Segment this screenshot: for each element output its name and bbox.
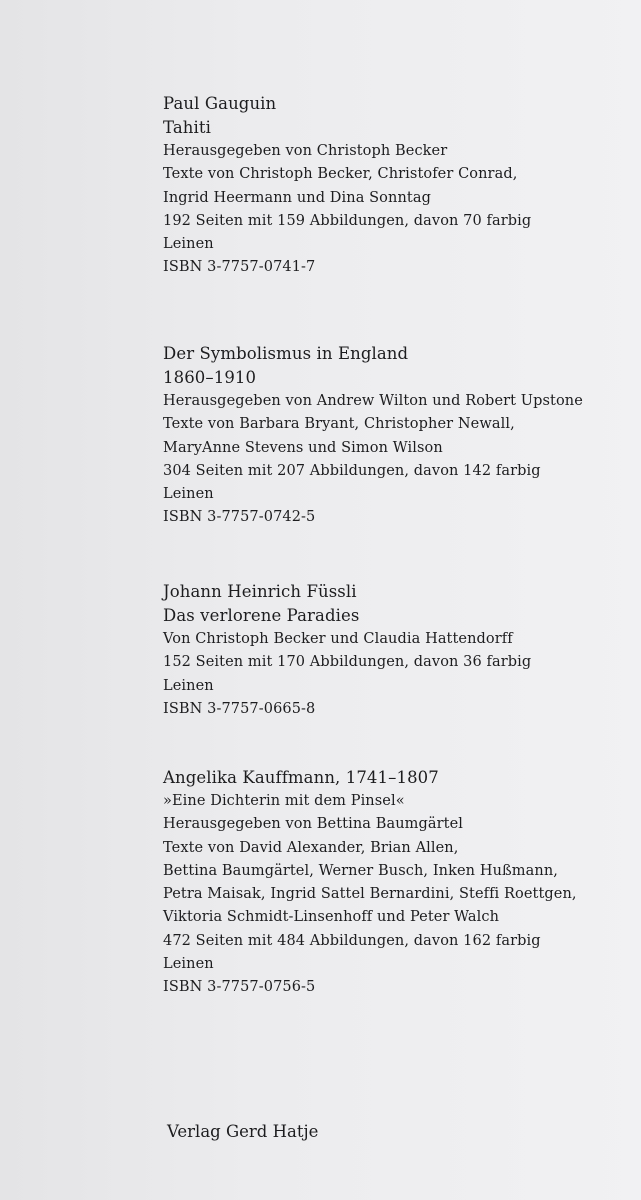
publisher-name: Verlag Gerd Hatje <box>167 1122 319 1141</box>
entry-authors-cont: Petra Maisak, Ingrid Sattel Bernardini, Steffi Roettgen, <box>163 886 577 903</box>
entry-authors-cont: Bettina Baumgärtel, Werner Busch, Inken Hußmann, <box>163 862 558 879</box>
entry-authors-cont: MaryAnne Stevens und Simon Wilson <box>163 439 443 456</box>
entry-authors: Von Christoph Becker und Claudia Hattendorff <box>163 631 513 647</box>
entry-binding: Leinen <box>163 677 214 694</box>
entry-pages: 472 Seiten mit 484 Abbildungen, davon 162 farbig <box>163 932 541 949</box>
entry-isbn: ISBN 3-7757-0741-7 <box>163 259 316 276</box>
catalog-entry <box>163 92 531 280</box>
catalog-entry <box>163 342 583 530</box>
entry-authors: Texte von Barbara Bryant, Christopher Newall, <box>163 416 515 433</box>
entry-editor: Herausgegeben von Bettina Baumgärtel <box>163 816 464 833</box>
entry-pages: 152 Seiten mit 170 Abbildungen, davon 36 farbig <box>163 654 532 671</box>
entry-isbn: ISBN 3-7757-0756-5 <box>163 979 316 996</box>
entry-authors: Texte von David Alexander, Brian Allen, <box>163 839 459 856</box>
entry-binding: Leinen <box>163 486 214 503</box>
entry-isbn: ISBN 3-7757-0665-8 <box>163 700 316 717</box>
entry-subtitle: »Eine Dichterin mit dem Pinsel« <box>163 793 405 809</box>
entry-editor: Herausgegeben von Christoph Becker <box>163 143 448 159</box>
entry-author: Johann Heinrich Füssli <box>163 582 357 601</box>
entry-authors-cont: Viktoria Schmidt-Linsenhoff und Peter Walch <box>163 909 500 926</box>
entry-isbn: ISBN 3-7757-0742-5 <box>163 509 316 526</box>
entry-binding: Leinen <box>163 236 214 253</box>
entry-title: Tahiti <box>163 118 211 137</box>
entry-pages: 192 Seiten mit 159 Abbildungen, davon 70 farbig <box>163 212 532 229</box>
entry-title: Das verlorene Paradies <box>163 606 360 625</box>
entry-pages: 304 Seiten mit 207 Abbildungen, davon 142 farbig <box>163 462 541 479</box>
catalog-entry <box>163 580 531 721</box>
entry-title: Der Symbolismus in England <box>163 344 409 363</box>
entry-editor: Herausgegeben von Andrew Wilton und Robert Upstone <box>163 393 583 409</box>
entry-authors-cont: Ingrid Heermann und Dina Sonntag <box>163 189 431 206</box>
entry-title: Angelika Kauffmann, 1741–1807 <box>163 768 439 787</box>
entry-subtitle: 1860–1910 <box>163 368 257 387</box>
catalog-entry <box>163 766 577 1000</box>
entry-binding: Leinen <box>163 956 214 973</box>
entry-author: Paul Gauguin <box>163 94 277 113</box>
entry-authors: Texte von Christoph Becker, Christofer Conrad, <box>163 166 518 183</box>
